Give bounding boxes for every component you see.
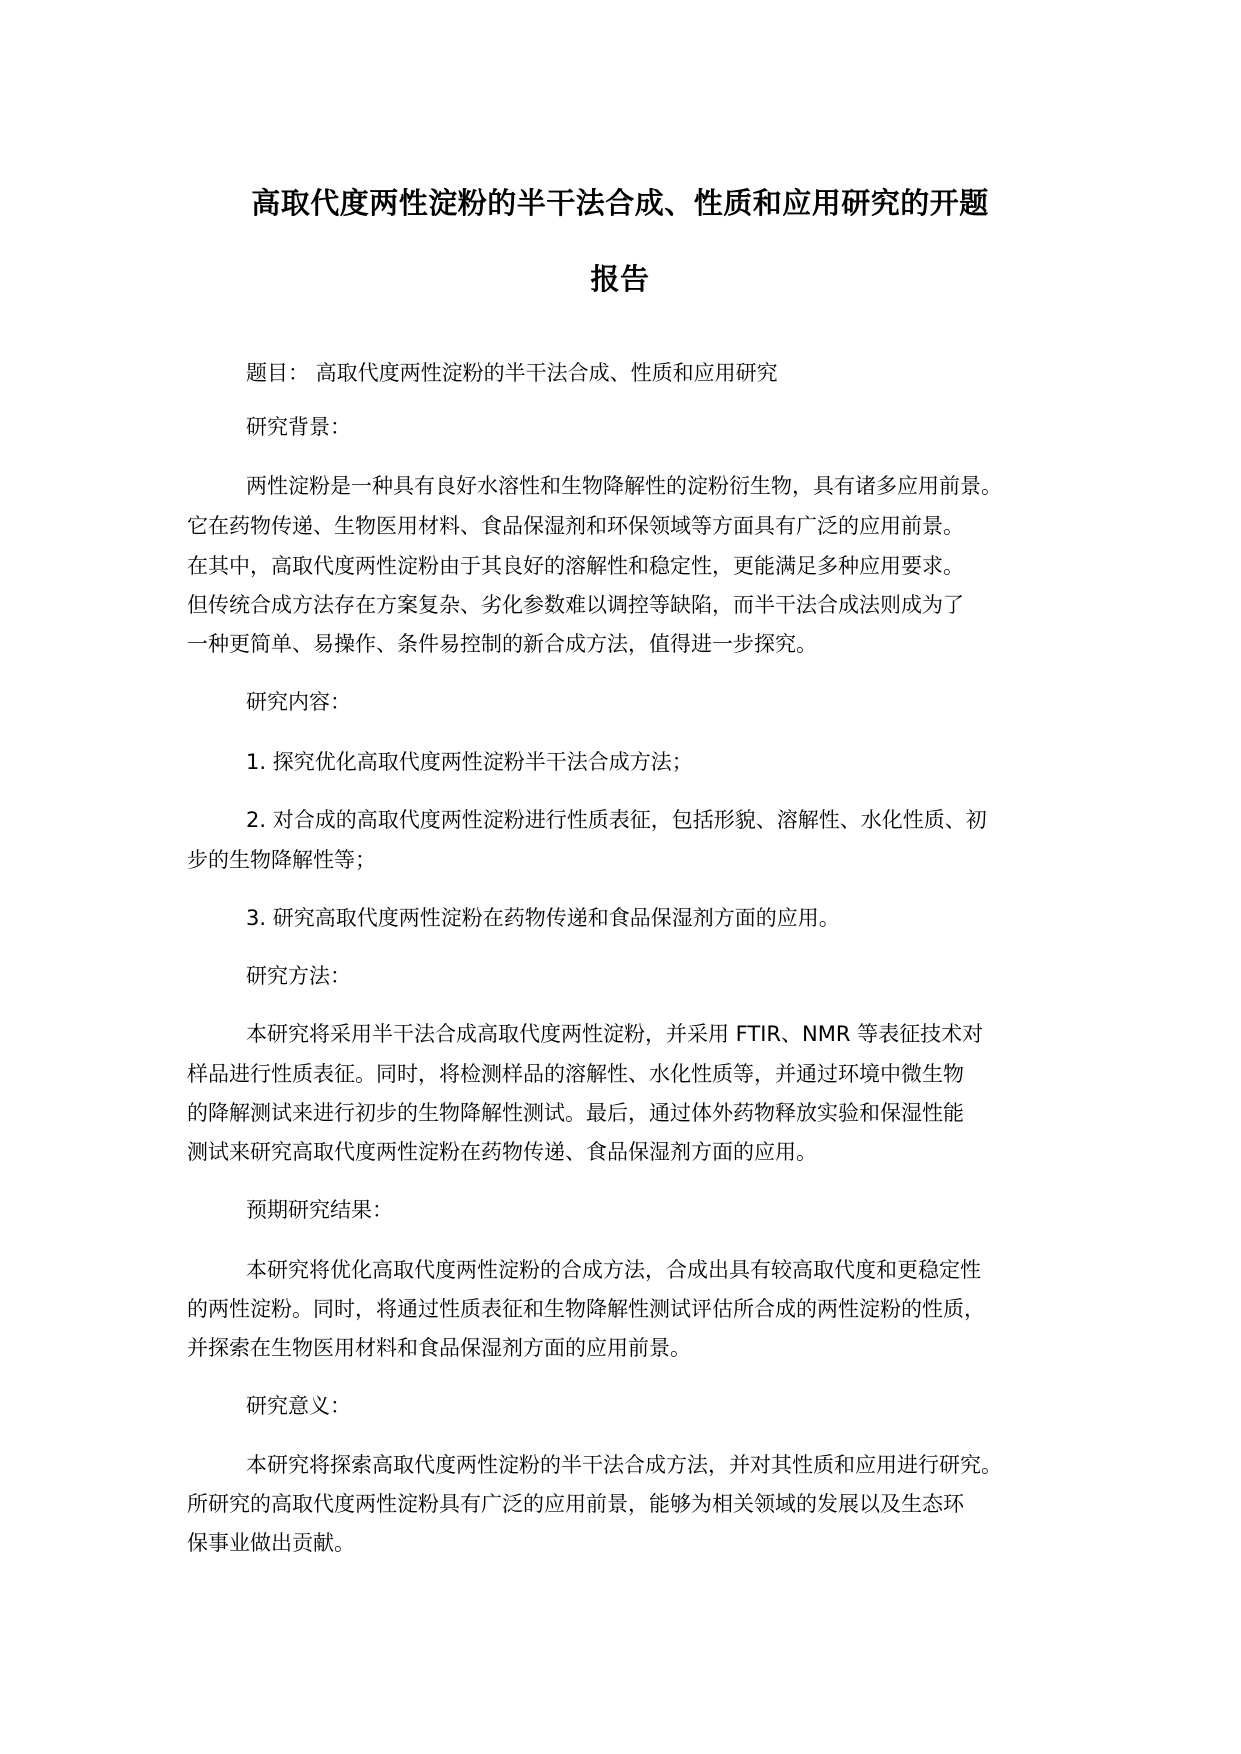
content-heading: 研究内容： bbox=[246, 690, 351, 714]
significance-heading: 研究意义： bbox=[246, 1394, 351, 1418]
background-paragraph-line: 一种更简单、易操作、条件易控制的新合成方法，值得进一步探究。 bbox=[187, 632, 817, 656]
significance-paragraph-line: 本研究将探索高取代度两性淀粉的半干法合成方法，并对其性质和应用进行研究。 bbox=[246, 1453, 1002, 1477]
background-heading: 研究背景： bbox=[246, 415, 351, 439]
background-paragraph-line: 它在药物传递、生物医用材料、食品保湿剂和环保领域等方面具有广泛的应用前景。 bbox=[187, 514, 964, 538]
significance-paragraph-line: 所研究的高取代度两性淀粉具有广泛的应用前景，能够为相关领域的发展以及生态环 bbox=[187, 1492, 964, 1516]
content-item-1: 1. 探究优化高取代度两性淀粉半干法合成方法； bbox=[246, 750, 693, 774]
significance-paragraph-line: 保事业做出贡献。 bbox=[187, 1531, 355, 1555]
method-paragraph-line: 测试来研究高取代度两性淀粉在药物传递、食品保湿剂方面的应用。 bbox=[187, 1140, 817, 1164]
background-paragraph-line: 在其中，高取代度两性淀粉由于其良好的溶解性和稳定性，更能满足多种应用要求。 bbox=[187, 554, 964, 578]
background-paragraph-line: 两性淀粉是一种具有良好水溶性和生物降解性的淀粉衍生物，具有诸多应用前景。 bbox=[246, 474, 1002, 498]
document-title-line-1: 高取代度两性淀粉的半干法合成、性质和应用研究的开题 bbox=[251, 186, 989, 220]
results-paragraph-line: 本研究将优化高取代度两性淀粉的合成方法，合成出具有较高取代度和更稳定性 bbox=[246, 1258, 981, 1282]
method-heading: 研究方法： bbox=[246, 964, 351, 988]
content-item-2-line: 2. 对合成的高取代度两性淀粉进行性质表征，包括形貌、溶解性、水化性质、初 bbox=[246, 808, 987, 832]
background-paragraph-line: 但传统合成方法存在方案复杂、劣化参数难以调控等缺陷，而半干法合成法则成为了 bbox=[187, 593, 964, 617]
method-paragraph-line: 本研究将采用半干法合成高取代度两性淀粉，并采用 FTIR、NMR 等表征技术对 bbox=[246, 1022, 984, 1046]
results-heading: 预期研究结果： bbox=[246, 1198, 393, 1222]
content-item-3: 3. 研究高取代度两性淀粉在药物传递和食品保湿剂方面的应用。 bbox=[246, 906, 840, 930]
content-item-2-line: 步的生物降解性等； bbox=[187, 848, 376, 872]
topic-line: 题目： 高取代度两性淀粉的半干法合成、性质和应用研究 bbox=[246, 361, 778, 385]
results-paragraph-line: 并探索在生物医用材料和食品保湿剂方面的应用前景。 bbox=[187, 1336, 691, 1360]
results-paragraph-line: 的两性淀粉。同时，将通过性质表征和生物降解性测试评估所合成的两性淀粉的性质， bbox=[187, 1297, 985, 1321]
method-paragraph-line: 样品进行性质表征。同时，将检测样品的溶解性、水化性质等，并通过环境中微生物 bbox=[187, 1062, 964, 1086]
method-paragraph-line: 的降解测试来进行初步的生物降解性测试。最后，通过体外药物释放实验和保湿性能 bbox=[187, 1101, 964, 1125]
document-title-line-2: 报告 bbox=[590, 262, 650, 296]
